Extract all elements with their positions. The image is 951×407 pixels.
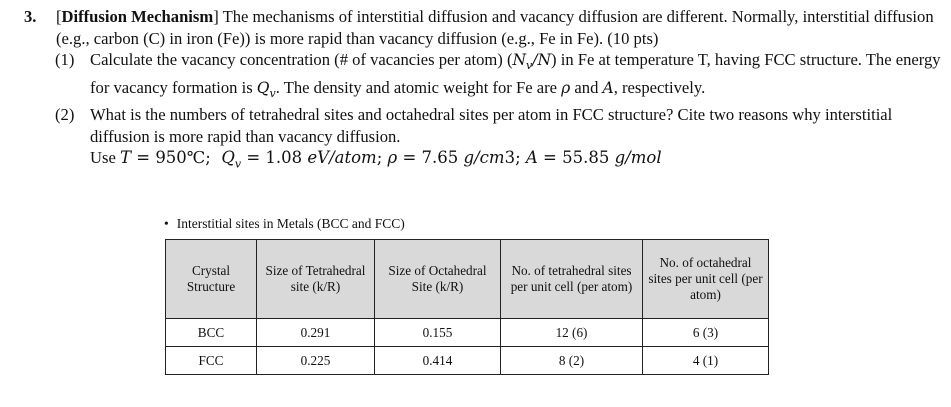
table-cell: 6 (3) — [643, 319, 769, 347]
table-cell: 4 (1) — [643, 347, 769, 375]
part-2-number: (2) — [55, 105, 75, 125]
given-rho: 7.65 — [421, 148, 459, 168]
table-header-row — [166, 240, 769, 319]
math-qv: $Q_v$ — [256, 78, 276, 100]
given-a-unit: g/mol — [614, 148, 662, 168]
question-number: 3. — [24, 7, 37, 26]
table-cell: FCC — [166, 347, 257, 375]
question-intro-text: The mechanisms of interstitial diffusion and vacancy diffusion are different. Normally, interstitial diffusion (e.g., carbon (C) in iron (Fe)) is more rapid than vacancy diffusion (e.g., Fe in Fe). (10 pts) — [56, 7, 934, 48]
given-rho-unit: g/cm — [463, 148, 505, 168]
part-1-text: Calculate the vacancy concentration (# of vacancies per atom) $(N_v/N)$ in Fe at temperature T, having FCC structure. The energy for vacancy formation is $Q_v$. The density and atomic weight for Fe are ρ and A, respectively. — [90, 50, 941, 100]
part-2 — [56, 104, 943, 175]
header-crystal-structure: Crystal Structure — [166, 240, 257, 319]
header-octahedral-size: Size of Octahedral Site (k/R) — [375, 240, 501, 319]
question-3 — [18, 6, 943, 175]
math-a: A — [602, 78, 614, 97]
header-tetrahedral-size: Size of Tetrahedral site (k/R) — [257, 240, 375, 319]
math-nv-over-n: $N_v/N$ — [512, 51, 552, 73]
table-cell: BCC — [166, 319, 257, 347]
table-cell: 8 (2) — [501, 347, 643, 375]
table-cell: 0.225 — [257, 347, 375, 375]
question-intro: [Diffusion Mechanism] The mechanisms of interstitial diffusion and vacancy diffusion are different. Normally, interstitial diffusion (e.g., carbon (C) in iron (Fe)) is more rapid than vacancy diffusion (e.g., Fe in Fe). (10 pts) — [56, 7, 934, 48]
given-qv: 1.08 — [265, 148, 303, 168]
question-body — [56, 6, 943, 175]
table-row — [166, 319, 769, 347]
given-a: 55.85 — [562, 148, 610, 168]
given-qv-unit: eV/atom — [307, 148, 377, 168]
bullet-icon: • — [164, 216, 169, 231]
table-cell: 0.155 — [375, 319, 501, 347]
part-2-text: What is the numbers of tetrahedral sites and octahedral sites per atom in FCC structure? Cite two reasons why interstitial diffusion is more rapid than vacancy diffusion. — [90, 105, 893, 146]
table-cell: 0.414 — [375, 347, 501, 375]
given-values: Use T = 950℃; $Q_v = 1.08$ eV/atom; ρ = 7.65 g/cm3; A = 55.85 g/mol — [90, 148, 662, 171]
header-tetrahedral-count: No. of tetrahedral sites per unit cell (per atom) — [501, 240, 643, 319]
math-rho: ρ — [561, 78, 571, 97]
part-1 — [56, 49, 943, 104]
table-cell: 12 (6) — [501, 319, 643, 347]
question-title: Diffusion Mechanism — [61, 7, 214, 26]
header-octahedral-count: No. of octahedral sites per unit cell (per atom) — [643, 240, 769, 319]
part-1-number: (1) — [55, 50, 75, 69]
table-row — [166, 347, 769, 375]
table-cell: 0.291 — [257, 319, 375, 347]
given-temperature: 950℃ — [155, 148, 206, 168]
interstitial-sites-table — [165, 239, 769, 375]
table-caption: • Interstitial sites in Metals (BCC and FCC) — [164, 216, 405, 231]
